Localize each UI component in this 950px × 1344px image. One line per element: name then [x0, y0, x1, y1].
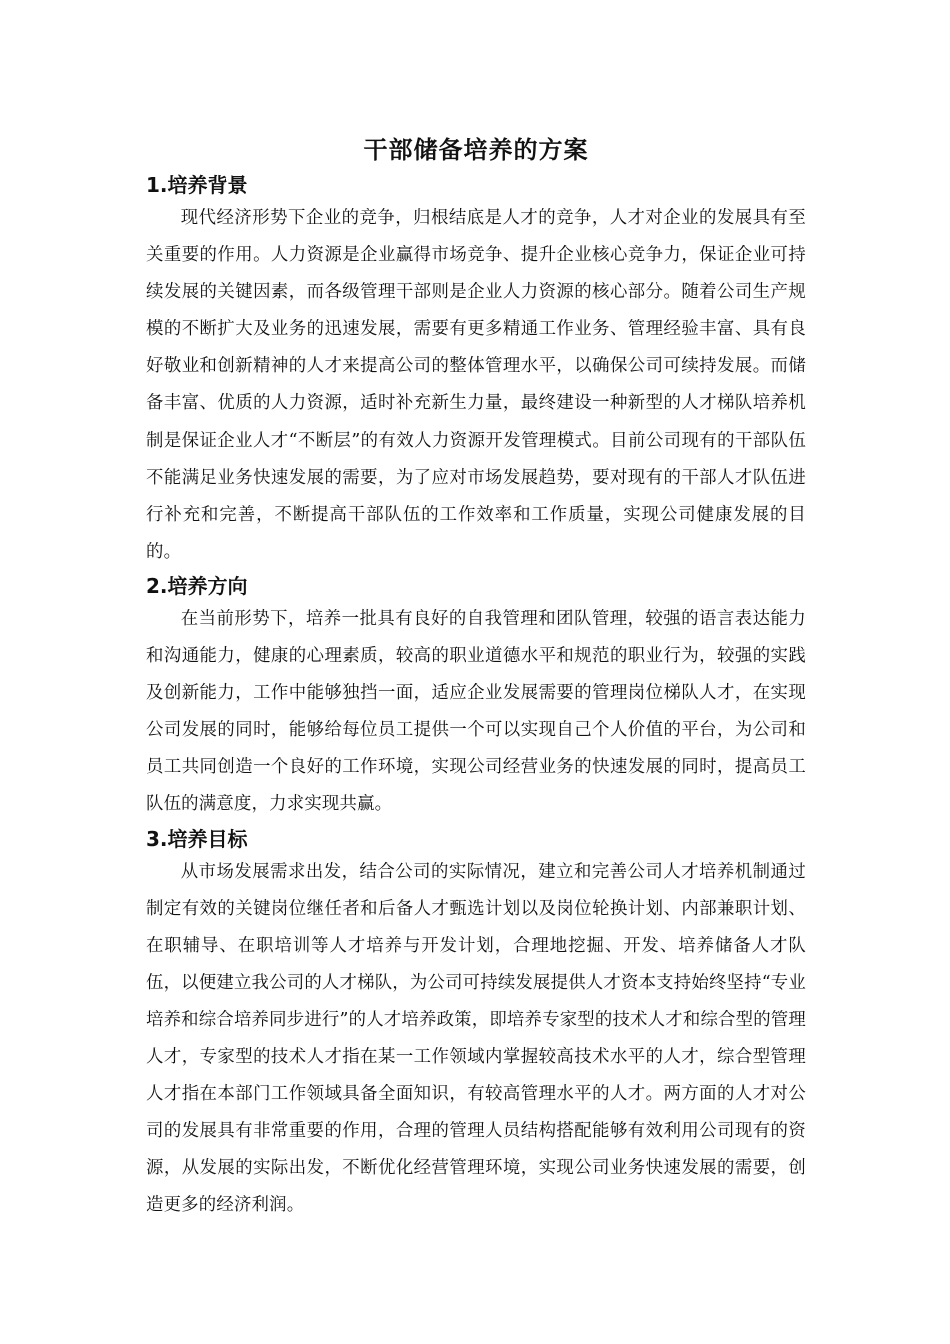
section-paragraph: 从市场发展需求出发，结合公司的实际情况，建立和完善公司人才培养机制通过制定有效的关键岗位继任者和后备人才甄选计划以及岗位轮换计划、内部兼职计划、在职辅导、在职培训等人才培养与开发计划，合理地挖掘、开发、培养储备人才队伍，以便建立我公司的人才梯队，为公司可持续发展提供人才资本支持始终坚持“专业培养和综合培养同步进行”的人才培养政策，即培养专家型的技术人才和综合型的管理人才，专家型的技术人才指在某一工作领域内掌握较高技术水平的人才，综合型管理人才指在本部门工作领域具备全面知识，有较高管理水平的人才。两方面的人才对公司的发展具有非常重要的作用，合理的管理人员结构搭配能够有效利用公司现有的资源，从发展的实际出发，不断优化经营管理环境，实现公司业务快速发展的需要，创造更多的经济利润。: [146, 861, 806, 1216]
section-goals: [146, 824, 806, 1225]
document-title: 干部储备培养的方案: [363, 136, 589, 164]
section-background: [146, 170, 806, 571]
section-paragraph: 现代经济形势下企业的竞争，归根结底是人才的竞争，人才对企业的发展具有至关重要的作用。人力资源是企业赢得市场竞争、提升企业核心竞争力，保证企业可持续发展的关键因素，而各级管理干部则是企业人力资源的核心部分。随着公司生产规模的不断扩大及业务的迅速发展，需要有更多精通工作业务、管理经验丰富、具有良好敬业和创新精神的人才来提高公司的整体管理水平，以确保公司可续持发展。而储备丰富、优质的人力资源，适时补充新生力量，最终建设一种新型的人才梯队培养机制是保证企业人才“不断层”的有效人力资源开发管理模式。目前公司现有的干部队伍不能满足业务快速发展的需要，为了应对市场发展趋势，要对现有的干部人才队伍进行补充和完善，不断提高干部队伍的工作效率和工作质量，实现公司健康发展的目的。: [146, 208, 806, 562]
section-heading: 1.培养背景: [146, 173, 248, 197]
section-paragraph: 在当前形势下，培养一批具有良好的自我管理和团队管理，较强的语言表达能力和沟通能力，健康的心理素质，较高的职业道德水平和规范的职业行为，较强的实践及创新能力，工作中能够独挡一面，适应企业发展需要的管理岗位梯队人才，在实现公司发展的同时，能够给每位员工提供一个可以实现自己个人价值的平台，为公司和员工共同创造一个良好的工作环境，实现公司经营业务的快速发展的同时，提高员工队伍的满意度，力求实现共赢。: [146, 608, 806, 815]
section-direction: [146, 571, 806, 824]
section-heading: 2.培养方向: [146, 573, 248, 598]
section-heading: 3.培养目标: [146, 826, 248, 851]
document-page: [146, 130, 806, 1224]
